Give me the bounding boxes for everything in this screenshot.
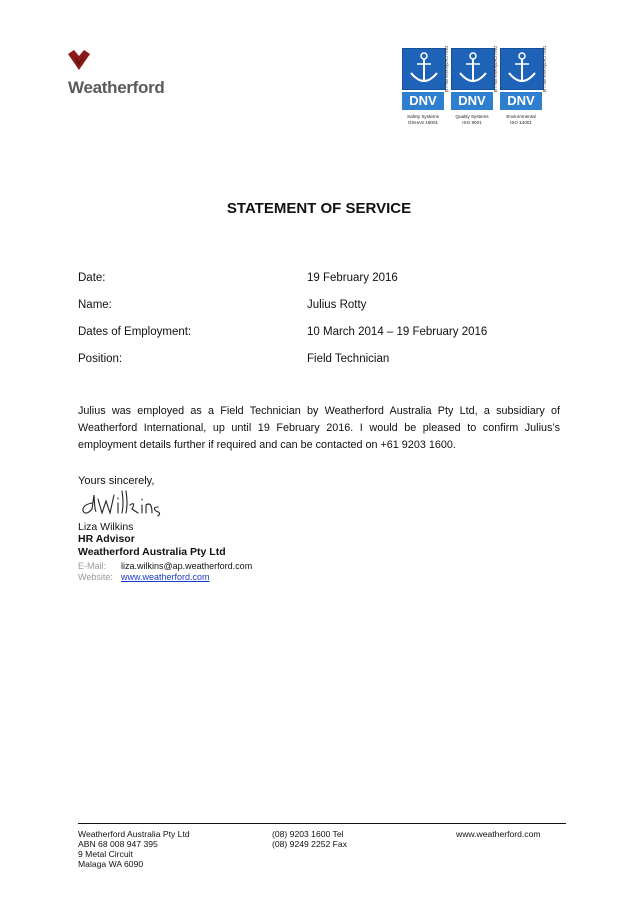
brand-name: Weatherford	[68, 78, 165, 97]
signatory-company: Weatherford Australia Pty Ltd	[78, 546, 226, 558]
footer-fax: (08) 9249 2252 Fax	[272, 839, 348, 849]
signatory-name: Liza Wilkins	[78, 521, 134, 533]
dnv-label: DNV	[402, 92, 444, 110]
field-value-name: Julius Rotty	[307, 299, 367, 311]
field-label-name: Name:	[78, 299, 112, 311]
website-label: Website:	[78, 572, 113, 582]
field-value-dates-of-employment: 10 March 2014 – 19 February 2016	[307, 326, 488, 338]
cert-side-text: DNV Certification Pty Ltd	[542, 46, 547, 93]
cert-side-text: DNV Certification Pty Ltd	[493, 46, 498, 93]
footer-address-block	[78, 829, 190, 869]
anchor-icon	[500, 48, 544, 90]
footer-abn: ABN 68 008 947 395	[78, 839, 158, 849]
dnv-label: DNV	[451, 92, 493, 110]
footer-divider	[78, 823, 566, 824]
footer-web[interactable]: www.weatherford.com	[456, 829, 541, 839]
footer-tel: (08) 9203 1600 Tel	[272, 829, 344, 839]
signatory-role: HR Advisor	[78, 533, 135, 545]
anchor-icon	[451, 48, 495, 90]
cert-caption: Safety Systems OSHAS 18001	[407, 114, 439, 125]
cert-caption: Quality Systems ISO 9001	[455, 114, 489, 125]
field-label-date: Date:	[78, 272, 106, 284]
footer-company: Weatherford Australia Pty Ltd	[78, 829, 190, 839]
website-link[interactable]: www.weatherford.com	[121, 572, 210, 582]
email-value[interactable]: liza.wilkins@ap.weatherford.com	[121, 561, 253, 571]
cert-caption: Environmental ISO 14001	[506, 114, 536, 125]
cert-badge-quality	[451, 46, 498, 141]
anchor-icon	[402, 48, 446, 90]
footer-address-line2: Malaga WA 6090	[78, 859, 144, 869]
cert-side-text: DNV Certification Pty Ltd	[444, 46, 449, 93]
weatherford-logo	[68, 50, 188, 102]
dnv-label: DNV	[500, 92, 542, 110]
footer-address-line1: 9 Metal Circuit	[78, 849, 133, 859]
handwritten-signature	[78, 483, 168, 519]
field-label-dates-of-employment: Dates of Employment:	[78, 326, 192, 338]
document-title: STATEMENT OF SERVICE	[226, 200, 412, 217]
field-label-position: Position:	[78, 353, 123, 365]
body-paragraph: Julius was employed as a Field Technician by Weatherford Australia Pty Ltd, a subsidiary of Weatherford International, up until 19 February 2016. I would be pleased to confirm Julius’s employment details further if required and can be contacted on +61 9203 1600.	[78, 405, 560, 451]
weatherford-mark-icon	[68, 50, 90, 72]
footer-phone-block	[272, 829, 347, 849]
field-value-position: Field Technician	[307, 353, 390, 365]
closing-line: Yours sincerely,	[78, 475, 155, 487]
field-value-date: 19 February 2016	[307, 272, 398, 284]
email-label: E-Mail:	[78, 561, 107, 571]
cert-badge-safety	[402, 46, 449, 141]
cert-badge-environmental	[500, 46, 547, 141]
